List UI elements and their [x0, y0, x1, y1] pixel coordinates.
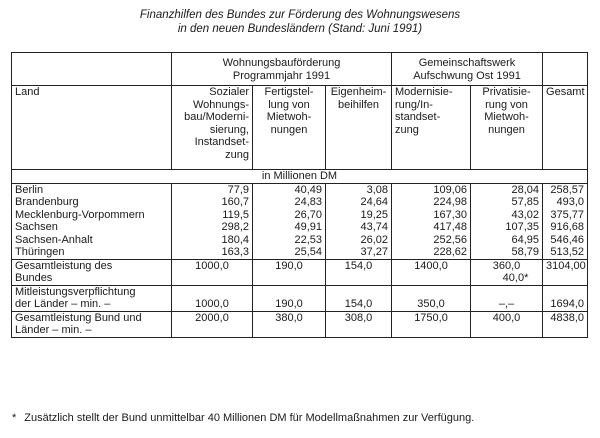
column-header-row — [12, 86, 588, 170]
unit-label: in Millionen DM — [12, 170, 588, 184]
state-privat-cell: 28,04 57,85 43,02 107,35 64,95 58,79 — [471, 183, 543, 259]
caption-line-2: in den neuen Bundesländern (Stand: Juni 1991) — [177, 23, 423, 35]
cell-sozial: 1000,0 — [172, 285, 253, 311]
cell-modern: 350,0 — [392, 285, 471, 311]
cell-privat-extra: 40,0* — [502, 272, 529, 284]
cell-gesamt: 3104,00 — [543, 259, 588, 285]
cell-fertig: 190,0 — [253, 259, 326, 285]
footnote-marker: * — [12, 412, 17, 424]
column-header-modern: Modernisie- rung/In- standset- zung — [392, 86, 471, 170]
cell-fertig: 190,0 — [253, 285, 326, 311]
cell-eigen: 154,0 — [326, 285, 392, 311]
footnote — [12, 412, 474, 424]
cell-privat: 400,0 — [471, 311, 543, 337]
cell-privat: –,– — [471, 285, 543, 311]
group-header-wohnungsbau: Wohnungsbauförderung Programmjahr 1991 — [172, 53, 392, 86]
cell-fertig: 380,0 — [253, 311, 326, 337]
state-modern-cell: 109,06 224,98 167,30 417,48 252,56 228,62 — [392, 183, 471, 259]
footnote-text: Zusätzlich stellt der Bund unmittelbar 40 Millionen DM für Modellmaßnahmen zur Verfügung. — [24, 412, 475, 424]
cell-eigen: 154,0 — [326, 259, 392, 285]
caption-line-1: Finanzhilfen des Bundes zur Förderung des Wohnungswesens — [139, 9, 461, 21]
funding-table — [11, 52, 588, 338]
cell-eigen: 308,0 — [326, 311, 392, 337]
group-header-gemeinschaftswerk: Gemeinschaftswerk Aufschwung Ost 1991 — [392, 53, 543, 86]
gesamtleistung-bund-laender-row — [12, 311, 588, 337]
state-sozial-cell: 77,9 160,7 119,5 298,2 180,4 163,3 — [172, 183, 253, 259]
table-caption — [0, 8, 600, 36]
column-header-sozial: Sozialer Wohnungs- bau/Moderni- sierung, Instandset- zung — [172, 86, 253, 170]
cell-modern: 1400,0 — [392, 259, 471, 285]
column-header-eigen: Eigenheim- beihilfen — [326, 86, 392, 170]
column-header-land: Land — [12, 86, 172, 170]
group-header-row — [12, 53, 588, 86]
cell-gesamt: 4838,0 — [543, 311, 588, 337]
empty-gesamt-group-cell — [543, 53, 588, 86]
column-header-fertig: Fertigstel- lung von Mietwoh- nungen — [253, 86, 326, 170]
state-gesamt-cell: 258,57 493,0 375,77 916,68 546,46 513,52 — [543, 183, 588, 259]
cell-privat: 360,0 40,0* — [471, 259, 543, 285]
state-fertig-cell: 40,49 24,83 26,70 49,91 22,53 25,54 — [253, 183, 326, 259]
cell-gesamt: 1694,0 — [543, 285, 588, 311]
mitleistung-laender-row — [12, 285, 588, 311]
column-header-privat: Privatisie- rung von Mietwoh- nungen — [471, 86, 543, 170]
unit-row — [12, 170, 588, 184]
column-header-gesamt: Gesamt — [543, 86, 588, 170]
state-names-cell: Berlin Brandenburg Mecklenburg-Vorpommern Sachsen Sachsen-Anhalt Thüringen — [12, 183, 172, 259]
state-eigen-cell: 3,08 24,64 19,25 43,74 26,02 37,27 — [326, 183, 392, 259]
empty-corner-cell — [12, 53, 172, 86]
row-label: Mitleistungsverpflichtung der Länder – min. – — [12, 285, 172, 311]
row-label: Gesamtleistung des Bundes — [12, 259, 172, 285]
cell-sozial: 2000,0 — [172, 311, 253, 337]
row-label: Gesamtleistung Bund und Länder – min. – — [12, 311, 172, 337]
cell-modern: 1750,0 — [392, 311, 471, 337]
state-rows — [12, 183, 588, 259]
cell-sozial: 1000,0 — [172, 259, 253, 285]
gesamtleistung-bund-row — [12, 259, 588, 285]
